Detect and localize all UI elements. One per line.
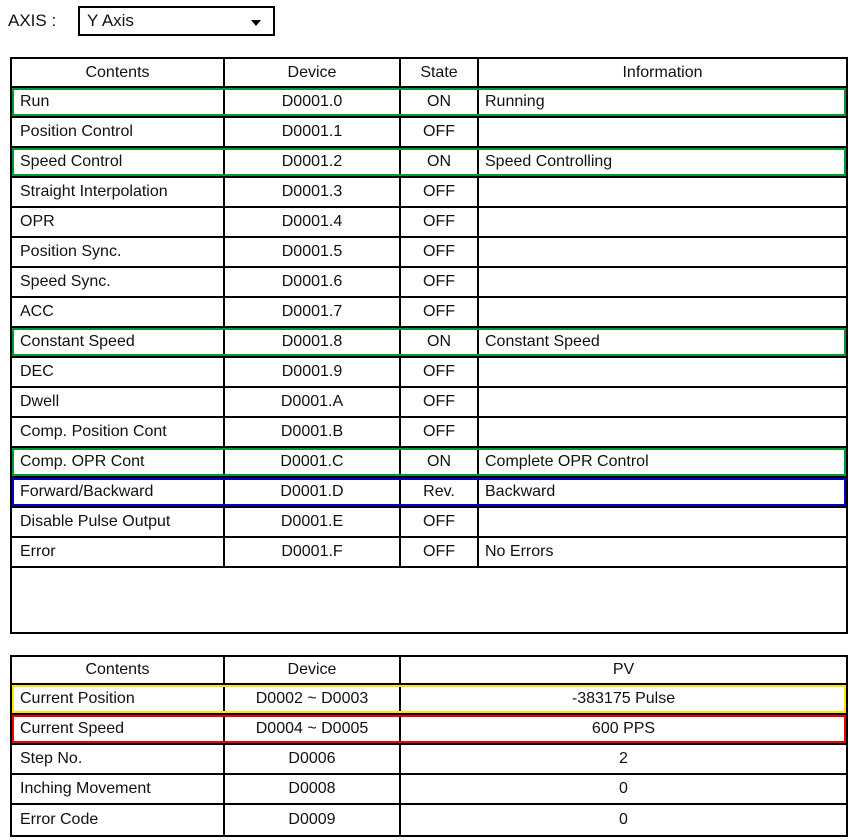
device-cell: D0001.6 [225,268,401,296]
pv-cell: 600 PPS [591,720,656,737]
information-cell [479,298,846,326]
contents-cell: Current Speed [12,715,225,743]
pv-table-header [12,657,846,685]
pv-cell: 0 [619,811,628,828]
state-cell: OFF [401,538,479,566]
state-cell: Rev. [401,478,479,506]
information-cell [479,418,846,446]
table-row [12,745,846,775]
contents-cell: Straight Interpolation [12,178,225,206]
table-row [12,328,846,358]
contents-cell: DEC [12,358,225,386]
contents-cell: Comp. OPR Cont [12,448,225,476]
state-cell: OFF [401,238,479,266]
table-row [12,88,846,118]
device-cell: D0001.B [225,418,401,446]
col-header-state: State [401,59,479,86]
status-table-header [12,59,846,88]
state-cell: ON [401,148,479,176]
contents-cell: Dwell [12,388,225,416]
contents-cell: Current Position [12,685,225,713]
table-row [12,358,846,388]
contents-cell: Disable Pulse Output [12,508,225,536]
col-header-contents: Contents [12,59,225,86]
table-row [12,178,846,208]
pv-cell: -383175 Pulse [571,690,676,707]
contents-cell: Speed Control [12,148,225,176]
chevron-down-icon [251,20,261,26]
table-row [12,508,846,538]
information-cell [479,238,846,266]
contents-cell: Forward/Backward [12,478,225,506]
table-row [12,238,846,268]
axis-status-table [10,57,848,634]
contents-cell: ACC [12,298,225,326]
table-row [12,268,846,298]
device-cell: D0001.2 [225,148,401,176]
information-cell [479,388,846,416]
state-cell: ON [401,448,479,476]
table-row [12,805,846,835]
state-cell: OFF [401,418,479,446]
device-cell: D0009 [225,805,401,835]
device-cell: D0001.9 [225,358,401,386]
col-header-device: Device [225,59,401,86]
information-cell: Constant Speed [485,333,600,350]
pv-cell: 0 [619,780,628,797]
device-cell: D0001.4 [225,208,401,236]
state-cell: OFF [401,508,479,536]
contents-cell: Position Control [12,118,225,146]
table-row [12,208,846,238]
table-row [12,298,846,328]
state-cell: OFF [401,118,479,146]
col-header-device: Device [225,657,401,683]
device-cell: D0001.3 [225,178,401,206]
axis-dropdown[interactable] [78,6,275,36]
axis-selector-bar [8,6,134,36]
contents-cell: Error [12,538,225,566]
information-cell [479,208,846,236]
status-table-body [12,88,846,568]
device-cell: D0002 ~ D0003 [225,685,401,713]
table-row [12,418,846,448]
table-row [12,538,846,568]
information-cell [479,118,846,146]
axis-dropdown-value: Y Axis [87,11,134,30]
col-header-information: Information [622,63,703,81]
contents-cell: OPR [12,208,225,236]
device-cell: D0004 ~ D0005 [225,715,401,743]
pv-cell: 2 [619,750,628,767]
device-cell: D0001.1 [225,118,401,146]
device-cell: D0001.D [225,478,401,506]
contents-cell: Step No. [12,745,225,773]
table-row [12,148,846,178]
device-cell: D0001.8 [225,328,401,356]
table-row [12,685,846,715]
information-cell [479,178,846,206]
table-row [12,478,846,508]
contents-cell: Inching Movement [12,775,225,803]
information-cell [479,358,846,386]
information-cell: Speed Controlling [485,153,613,170]
axis-label: AXIS : [8,11,57,30]
state-cell: OFF [401,358,479,386]
information-cell: Running [485,93,545,110]
contents-cell: Position Sync. [12,238,225,266]
device-cell: D0001.5 [225,238,401,266]
device-cell: D0001.7 [225,298,401,326]
information-cell [479,508,846,536]
contents-cell: Comp. Position Cont [12,418,225,446]
contents-cell: Speed Sync. [12,268,225,296]
table-row [12,388,846,418]
information-cell: No Errors [485,543,554,560]
information-cell [479,268,846,296]
present-value-table [10,655,848,837]
information-cell: Complete OPR Control [485,453,649,470]
state-cell: OFF [401,178,479,206]
device-cell: D0001.E [225,508,401,536]
device-cell: D0001.0 [225,88,401,116]
contents-cell: Error Code [12,805,225,835]
state-cell: ON [401,328,479,356]
table-row [12,775,846,805]
col-header-contents: Contents [12,657,225,683]
state-cell: ON [401,88,479,116]
table-row [12,118,846,148]
information-cell: Backward [485,483,556,500]
device-cell: D0008 [225,775,401,803]
pv-table-body [12,685,846,835]
status-table-empty-area [12,568,846,632]
table-row [12,448,846,478]
state-cell: OFF [401,298,479,326]
state-cell: OFF [401,268,479,296]
device-cell: D0001.C [225,448,401,476]
device-cell: D0006 [225,745,401,773]
state-cell: OFF [401,388,479,416]
table-row [12,715,846,745]
contents-cell: Constant Speed [12,328,225,356]
col-header-pv: PV [612,661,635,678]
device-cell: D0001.F [225,538,401,566]
contents-cell: Run [12,88,225,116]
device-cell: D0001.A [225,388,401,416]
state-cell: OFF [401,208,479,236]
